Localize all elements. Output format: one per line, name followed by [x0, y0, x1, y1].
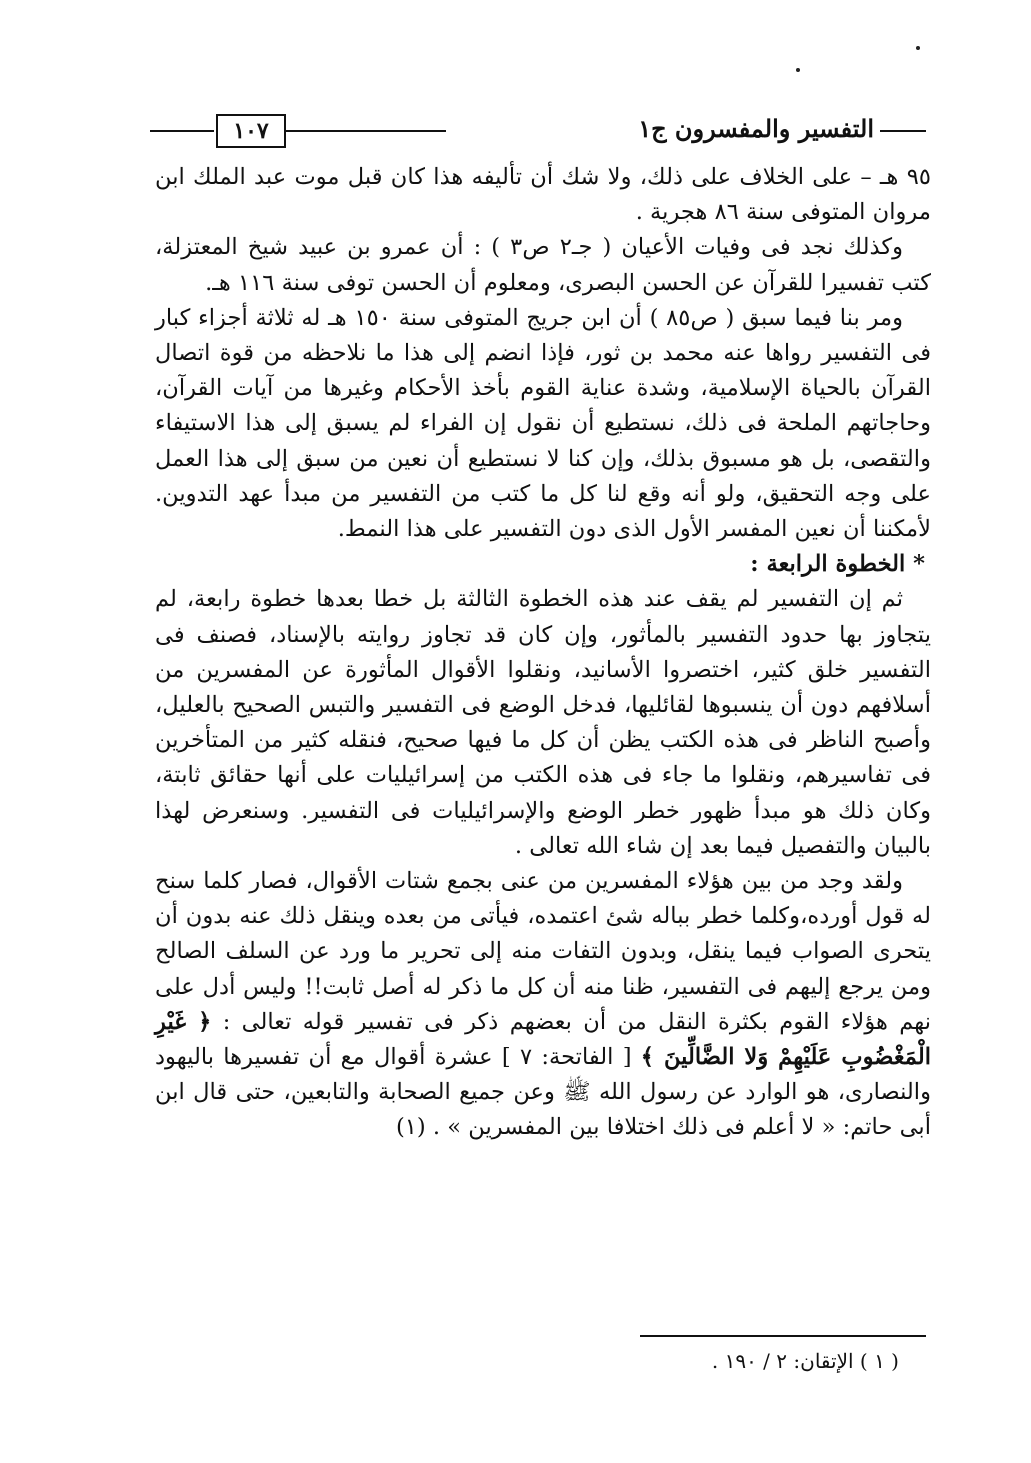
paragraph-text: [ الفاتحة: ٧ ] عشرة أقوال مع أن تفسيرها باليهود والنصارى، هو الوارد عن رسول الله ﷺ وعن جميع الصحابة والتابعين، حتى قال ابن أبى حاتم: « لا أعلم فى ذلك اختلافا بين المفسرين » . (١) — [155, 1044, 931, 1141]
quran-verse: ﴿ غَيْرِ الْمَغْضُوبِ عَلَيْهِمْ وَلا الضَّالِّينَ ﴾ — [155, 1008, 931, 1071]
paragraph: وكذلك نجد فى وفيات الأعيان ( جـ٢ ص٣ ) : أن عمرو بن عبيد شيخ المعتزلة، كتب تفسيرا للقرآن عن الحسن البصرى، ومعلوم أن الحسن توفى سنة ١١٦ هـ. — [155, 234, 931, 296]
footnote-divider — [640, 1335, 926, 1337]
scan-speck — [916, 46, 920, 50]
paragraph: ٩٥ هـ – على الخلاف على ذلك، ولا شك أن تأليفه هذا كان قبل موت عبد الملك ابن مروان المتوفى سنة ٨٦ هجرية . — [155, 164, 931, 226]
header-rule-left — [150, 130, 214, 132]
section-heading: * الخطوة الرابعة : — [750, 551, 925, 578]
footnote: ( ١ ) الإتقان: ٢ / ١٩٠ . — [711, 1349, 899, 1373]
header-rule-middle — [286, 130, 446, 132]
paragraph-text: ولقد وجد من بين هؤلاء المفسرين من عنى بجمع شتات الأقوال، فصار كلما سنح له قول أورده،وكلما خطر بباله شئ اعتمده، فيأتى من بعده وينقل ذلك عنه بدون أن يتحرى الصواب فيما ينقل، وبدون التفات منه إلى تحرير ما ورد عن السلف الصالح ومن يرجع إليهم فى التفسير، ظنا منه أن كل ما ذكر له أصل ثابت!! وليس أدل على نهم هؤلاء القوم بكثرة النقل من أن بعضهم ذكر فى تفسير قوله تعالى : — [155, 868, 931, 1035]
running-header — [150, 112, 926, 148]
body-text — [155, 160, 931, 1146]
paragraph: ومر بنا فيما سبق ( ص٨٥ ) أن ابن جريج المتوفى سنة ١٥٠ هـ له ثلاثة أجزاء كبار فى التفسير رواها عنه محمد بن ثور، فإذا انضم إلى هذا ما نلاحظه من قوة اتصال القرآن بالحياة الإسلامية، وشدة عناية القوم بأخذ الأحكام وغيرها من آيات القرآن، وحاجاتهم الملحة فى ذلك، نستطيع أن نقول إن الفراء لم يسبق إلى هذا الاستيفاء والتقصى، بل هو مسبوق بذلك، وإن كنا لا نستطيع أن نعين من سبق إلى هذا العمل على وجه التحقيق، ولو أنه وقع لنا كل ما كتب من التفسير من مبدأ عهد التدوين. لأمكننا أن نعين المفسر الأول الذى دون التفسير على هذا النمط. — [155, 304, 931, 543]
paragraph — [155, 864, 931, 1146]
page-number: ١٠٧ — [216, 114, 286, 148]
paragraph: ثم إن التفسير لم يقف عند هذه الخطوة الثالثة بل خطا بعدها خطوة رابعة، لم يتجاوز بها حدود التفسير بالمأثور، وإن كان قد تجاوز روايته بالإسناد، فصنف فى التفسير خلق كثير، اختصروا الأسانيد، ونقلوا الأقوال المأثورة عن المفسرين من أسلافهم دون أن ينسبوها لقائليها، فدخل الوضع فى التفسير والتبس الصحيح بالعليل، وأصبح الناظر فى هذه الكتب يظن أن كل ما فيها صحيح، فنقله كثير من المتأخرين فى تفاسيرهم، ونقلوا ما جاء فى هذه الكتب من إسرائيليات على أنها حقائق ثابتة، وكان ذلك هو مبدأ ظهور خطر الوضع والإسرائيليات فى التفسير. وسنعرض لهذا بالبيان والتفصيل فيما بعد إن شاء الله تعالى . — [155, 586, 931, 859]
scan-speck — [796, 68, 800, 72]
book-title: التفسير والمفسرون ج١ — [632, 112, 880, 146]
